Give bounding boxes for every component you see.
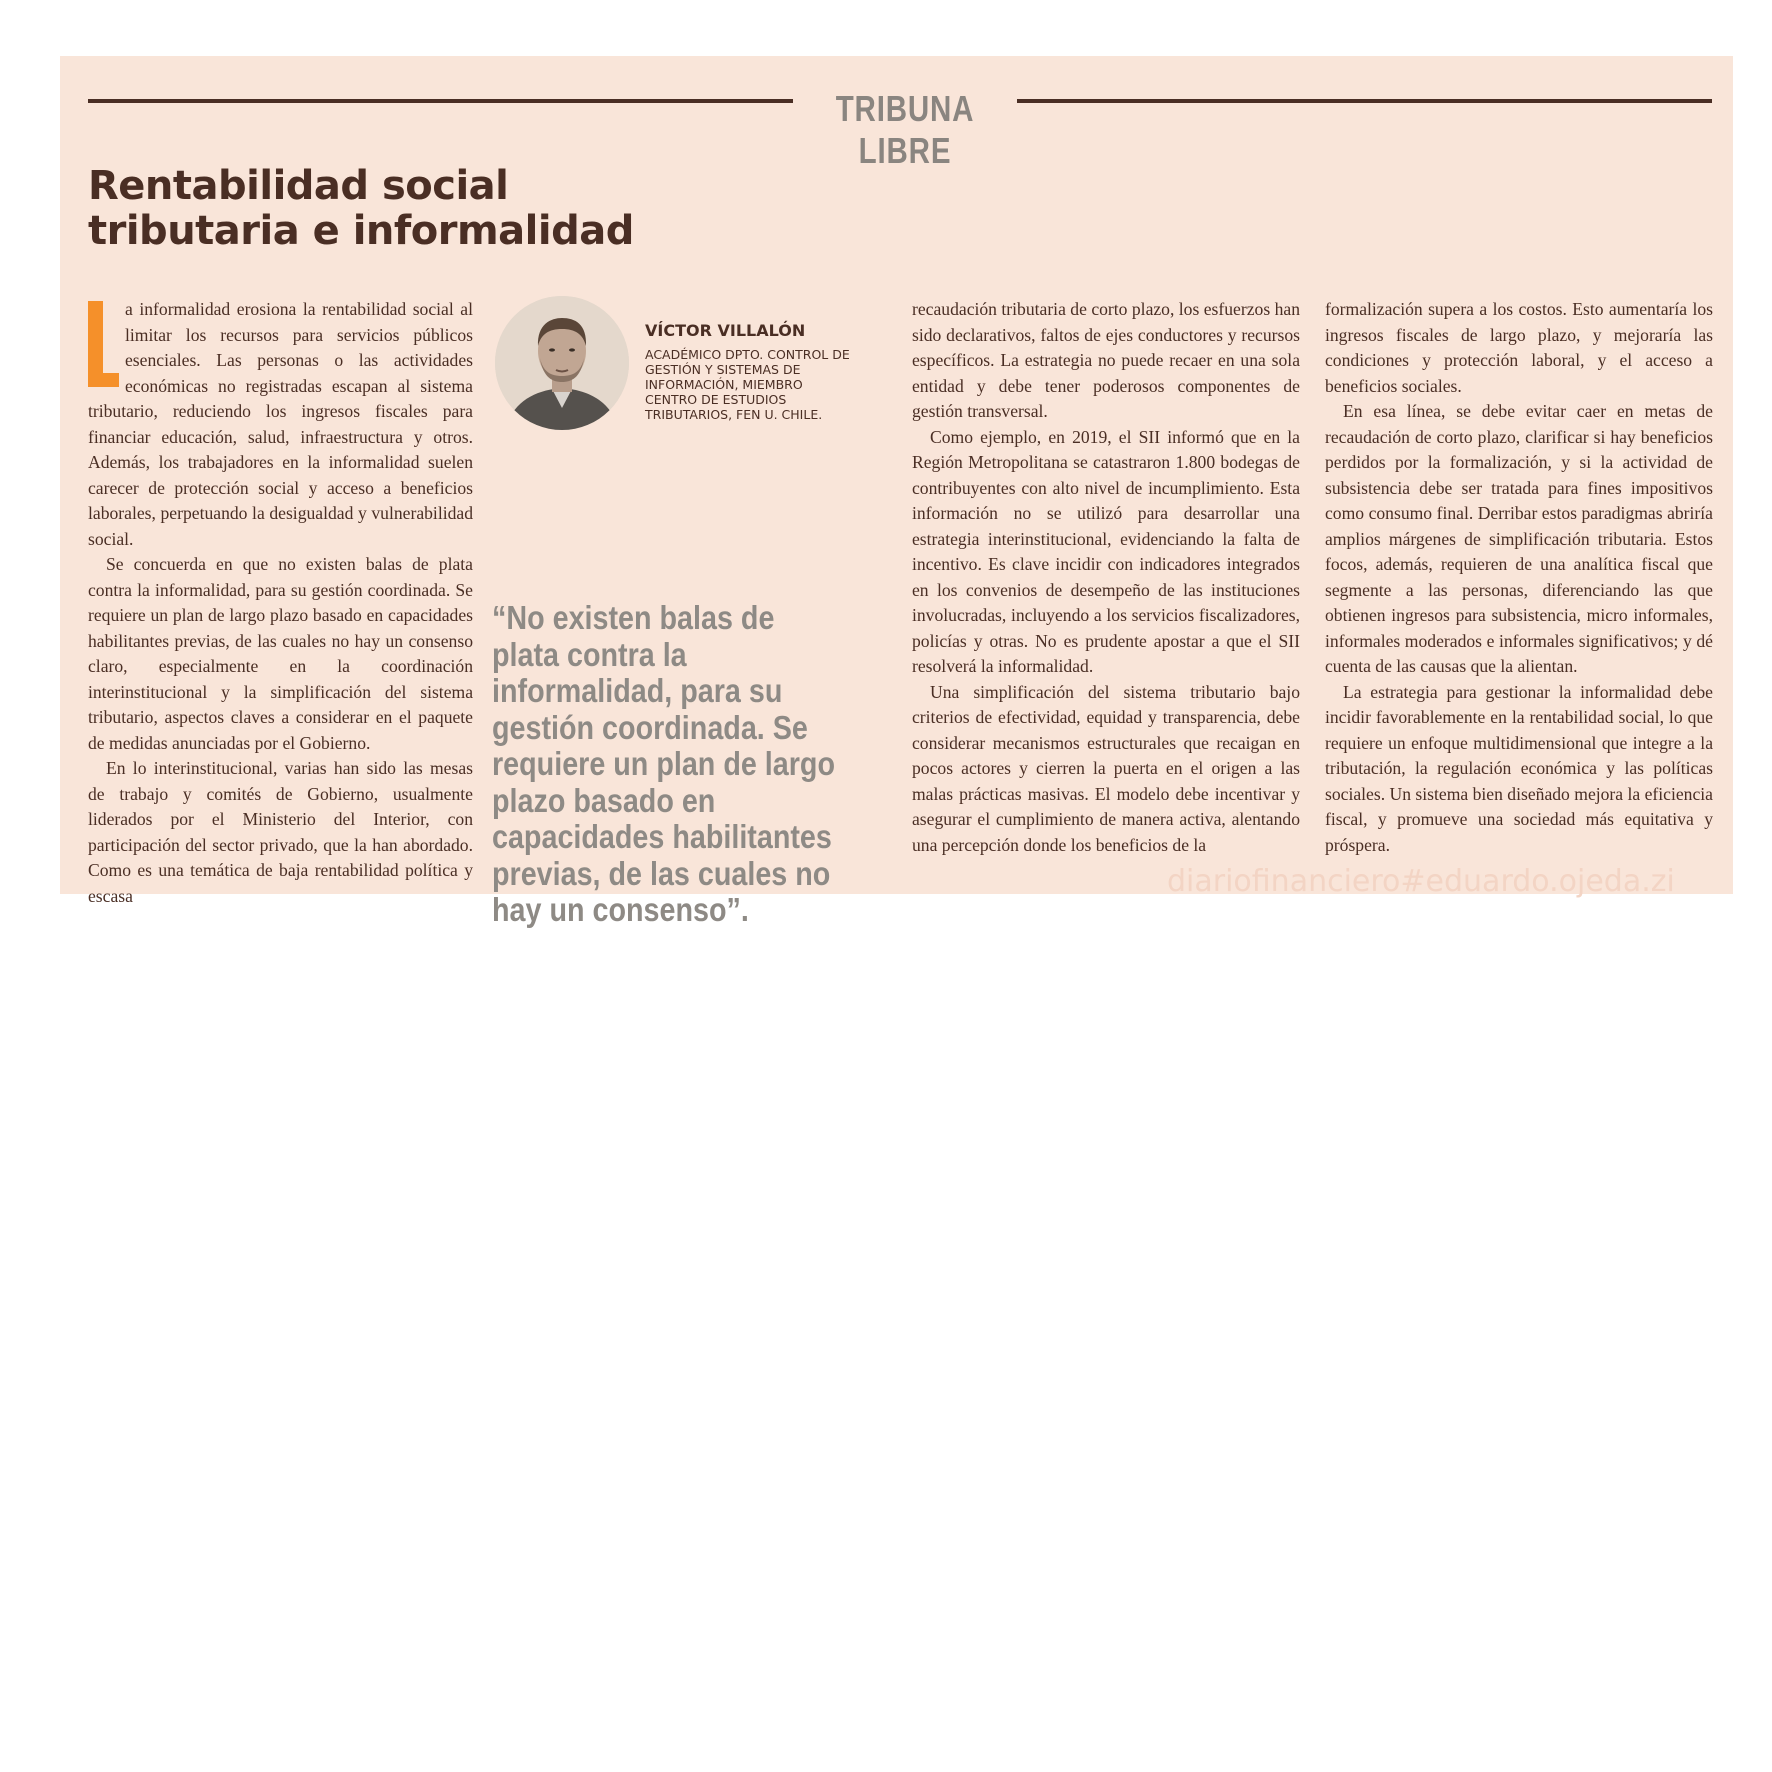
watermark: diariofinanciero#eduardo.ojeda.zi [1167,864,1675,899]
author-photo [495,296,629,430]
paragraph: Como ejemplo, en 2019, el SII informó que en la Región Metropolitana se catastraron 1.800 bodegas de contribuyentes con alto nivel de incumplimiento. Esta información no se utilizó para desarrollar una estrategia interinstitucional, evidenciando la falta de incentivo. Es clave incidir con indicadores integrados en los convenios de desempeño de las instituciones involucradas, incluyendo a los servicios fiscalizadores, policías y otras. No es prudente apostar a que el SII resolverá la informalidad. [912,426,1300,676]
article-column-4 [1325,297,1713,858]
paragraph: formalización supera a los costos. Esto aumentaría los ingresos fiscales de largo plazo, y mejoraría las condiciones y protección laboral, y el acceso a beneficios sociales. [1325,299,1713,396]
article-headline: Rentabilidad social tributaria e informalidad [88,163,634,254]
author-name: VÍCTOR VILLALÓN [645,321,806,340]
section-rule-right [1017,99,1712,103]
author-portrait-icon [495,296,629,430]
paragraph: En lo interinstitucional, varias han sido las mesas de trabajo y comités de Gobierno, usualmente liderados por el Ministerio del Interior, con participación del sector privado, que la han abordado. Como es una temática de baja rentabilidad política y escasa [88,758,473,906]
paragraph: a informalidad erosiona la rentabilidad social al limitar los recursos para servicios públicos esenciales. Las personas o las actividades económicas no registradas escapan al sistema tributario, reduciendo los ingresos fiscales para financiar educación, salud, infraestructura y otros. Además, los trabajadores en la informalidad suelen carecer de protección social y acceso a beneficios laborales, perpetuando la desigualdad y vulnerabilidad social. [88,299,473,549]
paragraph: La estrategia para gestionar la informalidad debe incidir favorablemente en la rentabilidad social, lo que requiere un enfoque multidimensional que integre a la tributación, la regulación económica y las políticas sociales. Un sistema bien diseñado mejora la eficiencia fiscal, y promueve una sociedad más equitativa y próspera. [1325,681,1713,855]
article-panel [60,56,1733,928]
section-rule-left [88,99,793,103]
section-label: TRIBUNA LIBRE [835,88,975,171]
pull-quote: “No existen balas de plata contra la informalidad, para su gestión coordinada. Se requiere un plan de largo plazo basado en capacidades habilitantes previas, de las cuales no hay un consenso”. [492,599,835,928]
article-column-3 [912,297,1300,858]
author-role: ACADÉMICO DPTO. CONTROL DE GESTIÓN Y SISTEMAS DE INFORMACIÓN, MIEMBRO CENTRO DE ESTUDIOS TRIBUTARIOS, FEN U. CHILE. [645,347,850,422]
paragraph: En esa línea, se debe evitar caer en metas de recaudación de corto plazo, clarificar si hay beneficios perdidos por la formalización, y si la actividad de subsistencia debe ser tratada para fines impositivos como consumo final. Derribar estos paradigmas abriría amplios márgenes de simplificación tributaria. Estos focos, además, requieren de una analítica fiscal que segmente a las personas, diferenciando las que obtienen ingresos para subsistencia, micro informales, informales moderados e informales significativos; y dé cuenta de las causas que la alientan. [1325,401,1713,676]
drop-cap-letter [88,301,89,302]
paragraph: Se concuerda en que no existen balas de plata contra la informalidad, para su gestión coordinada. Se requiere un plan de largo plazo basado en capacidades habilitantes previas, de las cuales no hay un consenso claro, especialmente en la coordinación interinstitucional y la simplificación del sistema tributario, aspectos claves a considerar en el paquete de medidas anunciadas por el Gobierno. [88,554,473,753]
paragraph: recaudación tributaria de corto plazo, los esfuerzos han sido declarativos, faltos de ejes conductores y recursos específicos. La estrategia no puede recaer en una sola entidad y debe tener poderosos componentes de gestión transversal. [912,299,1300,421]
article-column-1 [88,297,473,909]
paragraph: Una simplificación del sistema tributario bajo criterios de efectividad, equidad y transparencia, debe considerar mecanismos estructurales que recaigan en pocos actores y cierren la puerta en el origen a las malas prácticas masivas. El modelo debe incentivar y asegurar el cumplimiento de manera activa, alentando una percepción donde los beneficios de la [912,681,1300,855]
drop-cap [88,301,119,387]
